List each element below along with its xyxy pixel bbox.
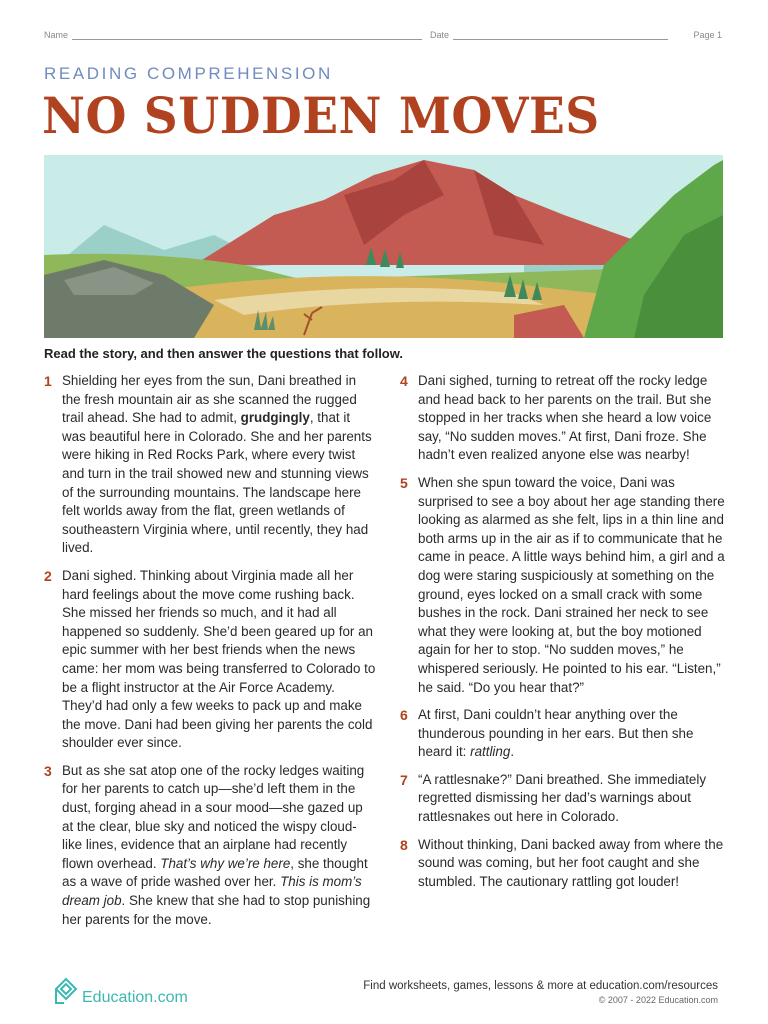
bold-vocab-word: grudgingly [240, 410, 310, 426]
text-run: , that it was beautiful here in Colorado. She and her parents were hiking in Red Rocks Park, where every twist and turn in the trail showed new and stunning views of the surrounding mountains. The landscape here felt worlds away from the flat, green wetlands of southeastern Virginia where, until recently, they had lived. [62, 410, 372, 556]
name-line [72, 30, 422, 40]
paragraph-number: 3 [44, 762, 52, 779]
text-run: , she thought as a wave of pride washed over her. [62, 855, 368, 890]
paragraph-number: 1 [44, 373, 52, 389]
story-paragraph [44, 762, 376, 929]
story-column-left [44, 372, 376, 938]
education-com-logo[interactable] [52, 975, 188, 1007]
italic-text: rattling [470, 744, 511, 760]
paragraph-text [418, 706, 730, 762]
worksheet-header [44, 30, 722, 40]
text-run: . She knew that she had to stop punishing her parents for the move. [62, 893, 371, 927]
text-run: Dani sighed, turning to retreat off the rocky ledge and head back to her parents on the trail. But she stopped in her tracks when she heard a low voice say, “No sudden moves.” At first, Dani froze. She hadn’t even realized anyone else was nearby! [418, 373, 712, 463]
paragraph-text [418, 836, 730, 892]
date-label: Date [430, 30, 450, 40]
paragraph-number: 7 [400, 771, 408, 788]
paragraph-number: 4 [400, 373, 408, 389]
name-label: Name [44, 30, 69, 40]
story-paragraph [400, 771, 730, 827]
italic-text: This is mom’s dream job [62, 874, 362, 909]
italic-text: That’s why we’re here [160, 855, 291, 871]
text-run: But as she sat atop one of the rocky ledges waiting for her parents to catch up—she’d left them in the dust, forging ahead in a sour mood—she gazed up at the clear, blue sky and noticed the wispy cloud-like lines, evidence that an airplane had recently flown overhead. [62, 762, 365, 871]
page-title: NO SUDDEN MOVES [42, 88, 600, 146]
story-column-right [400, 372, 730, 900]
copyright: © 2007 - 2022 Education.com [598, 995, 718, 1005]
section-kicker: READING COMPREHENSION [44, 64, 333, 83]
paragraph-text [62, 567, 376, 753]
footer [363, 980, 718, 1005]
paragraph-text [418, 771, 730, 827]
paragraph-text [62, 372, 376, 558]
story-paragraph [400, 372, 730, 465]
story-paragraph [44, 567, 376, 753]
paragraph-text [418, 372, 730, 465]
paragraph-text [418, 474, 730, 697]
logo-text: Education.com [82, 989, 188, 1006]
text-run: . [510, 744, 515, 760]
paragraph-number: 2 [44, 567, 52, 584]
instructions: Read the story, and then answer the questions that follow. [44, 346, 403, 361]
text-run: When she spun toward the voice, Dani was surprised to see a boy about her age standing there looking as alarmed as she felt, lips in a thin line and both arms up in the air as if to communicate that he came in peace. A little ways behind him, a girl and a dog were staring suspiciously at something on the ground, eyes locked on a small crack with some bushes in the rock. Dani strained her neck to see what they were looking at, but the boy motioned again for her to stop. “No sudden moves,” he whispered seriously. He pointed to his ear. “Listen,” he said. “Do you hear that?” [418, 474, 725, 695]
text-run: At first, Dani couldn’t hear anything over the thunderous pounding in her ears. But then she heard it: [418, 707, 694, 760]
date-line [453, 30, 668, 40]
page-label: Page 1 [693, 30, 722, 40]
paragraph-text [62, 762, 376, 929]
education-logo-icon [52, 975, 82, 1007]
story-paragraph [400, 836, 730, 892]
story-paragraph [400, 474, 730, 697]
paragraph-number: 6 [400, 707, 408, 724]
story-paragraph [400, 706, 730, 762]
text-run: “A rattlesnake?” Dani breathed. She immediately regretted dismissing her dad’s warnings about rattlesnakes out here in Colorado. [418, 771, 707, 825]
footer-tagline[interactable]: Find worksheets, games, lessons & more at education.com/resources [363, 980, 718, 992]
paragraph-number: 8 [400, 836, 408, 853]
text-run: Dani sighed. Thinking about Virginia made all her hard feelings about the move come rushing back. She missed her friends so much, and it had all happened so suddenly. She’d been geared up for an epic summer with her best friends when the news came: her mom was being transferred to Colorado to be a flight instructor at the Air Force Academy. They’d had only a few weeks to pack up and make the move. Dani had been giving her parents the cold shoulder ever since. [62, 567, 376, 751]
text-run: Without thinking, Dani backed away from where the sound was coming, but her foot caught and she stumbled. The cautionary rattling got louder! [418, 836, 724, 889]
text-run: Shielding her eyes from the sun, Dani breathed in the fresh mountain air as she scanned the rugged trail ahead. She had to admit, [62, 373, 357, 426]
paragraph-number: 5 [400, 474, 408, 491]
mountain-landscape-illustration [44, 155, 723, 338]
story-paragraph [44, 372, 376, 558]
